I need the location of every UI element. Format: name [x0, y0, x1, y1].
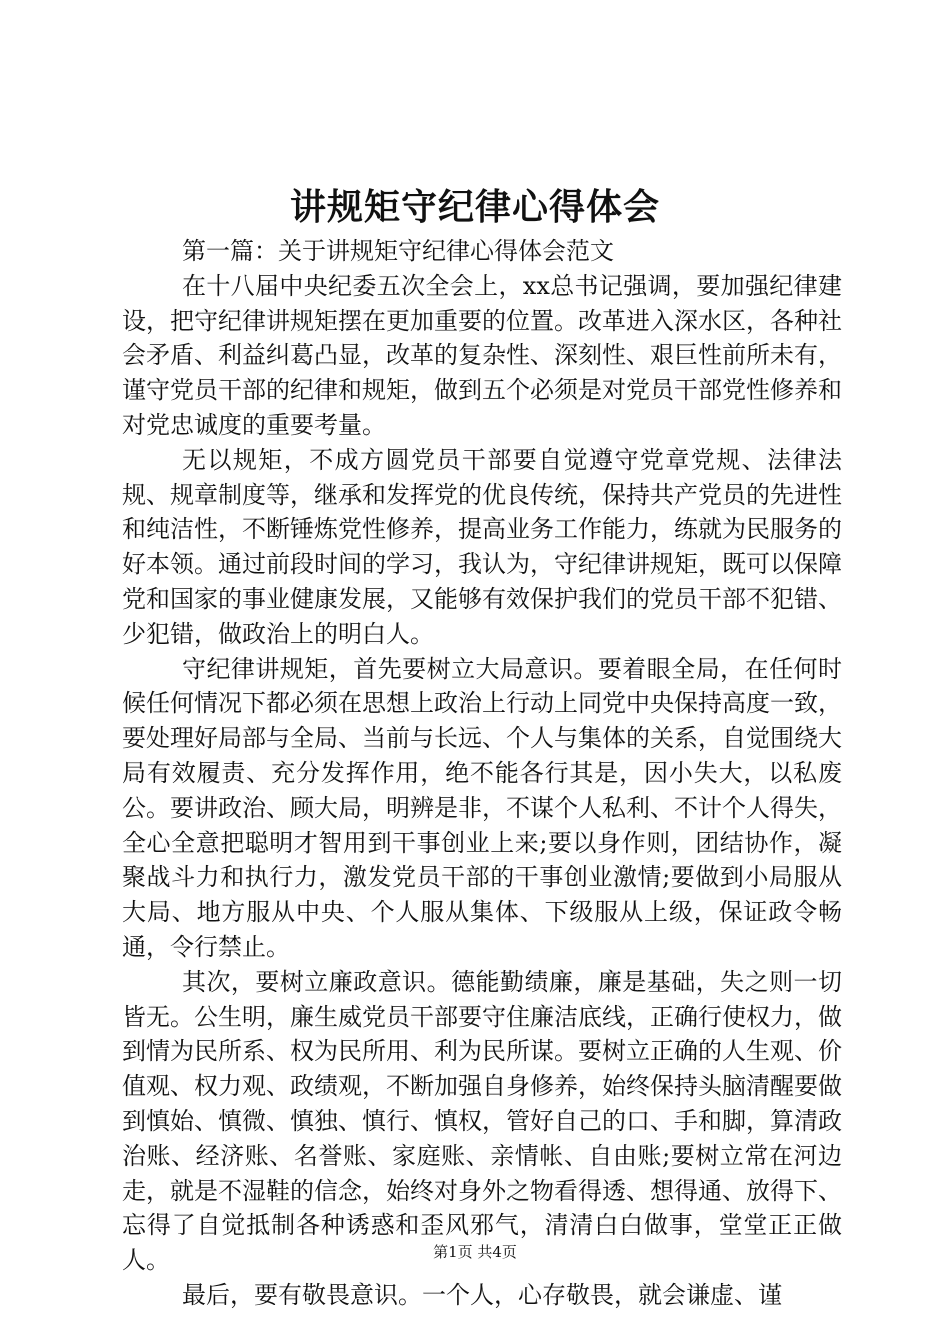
body-paragraph: 守纪律讲规矩，首先要树立大局意识。要着眼全局，在任何时候任何情况下都必须在思想上政治上行动上同党中央保持高度一致，要处理好局部与全局、当前与长远、个人与集体的关系，自觉围绕大局有效履责、充分发挥作用，绝不能各行其是，因小失大，以私废公。要讲政治、顾大局，明辨是非，不谋个人私利、不计个人得失，全心全意把聪明才智用到干事创业上来;要以身作则，团结协作，凝聚战斗力和执行力，激发党员干部的干事创业激情;要做到小局服从大局、地方服从中央、个人服从集体、下级服从上级，保证政令畅通，令行禁止。: [122, 654, 842, 961]
document-title: 讲规矩守纪律心得体会: [289, 187, 660, 228]
page-number-footer: 第1页 共4页: [433, 1243, 517, 1261]
section-heading: 第一篇：关于讲规矩守纪律心得体会范文: [182, 237, 614, 265]
body-paragraph: 其次，要树立廉政意识。德能勤绩廉，廉是基础，失之则一切皆无。公生明，廉生威党员干部要守住廉洁底线，正确行使权力，做到情为民所系、权为民所用、利为民所谋。要树立正确的人生观、价值观、权力观、政绩观，不断加强自身修养，始终保持头脑清醒要做到慎始、慎微、慎独、慎行、慎权，管好自己的口、手和脚，算清政治账、经济账、名誉账、家庭账、亲情帐、自由账;要树立常在河边走，就是不湿鞋的信念，始终对身外之物看得透、想得通、放得下、忘得了自觉抵制各种诱惑和歪风邪气，清清白白做事，堂堂正正做人。: [122, 967, 842, 1275]
document-body: [122, 234, 842, 1313]
body-paragraph: 在十八届中央纪委五次全会上，xx总书记强调，要加强纪律建设，把守纪律讲规矩摆在更加重要的位置。改革进入深水区，各种社会矛盾、利益纠葛凸显，改革的复杂性、深刻性、艰巨性前所未有，谨守党员干部的纪律和规矩，做到五个必须是对党员干部党性修养和对党忠诚度的重要考量。: [122, 271, 842, 439]
body-paragraph: 最后，要有敬畏意识。一个人，心存敬畏，就会谦虚、谨: [182, 1280, 782, 1309]
body-paragraph: 无以规矩，不成方圆党员干部要自觉遵守党章党规、法律法规、规章制度等，继承和发挥党的优良传统，保持共产党员的先进性和纯洁性，不断锤炼党性修养，提高业务工作能力，练就为民服务的好本领。通过前段时间的学习，我认为，守纪律讲规矩，既可以保障党和国家的事业健康发展，又能够有效保护我们的党员干部不犯错、少犯错，做政治上的明白人。: [122, 445, 842, 648]
